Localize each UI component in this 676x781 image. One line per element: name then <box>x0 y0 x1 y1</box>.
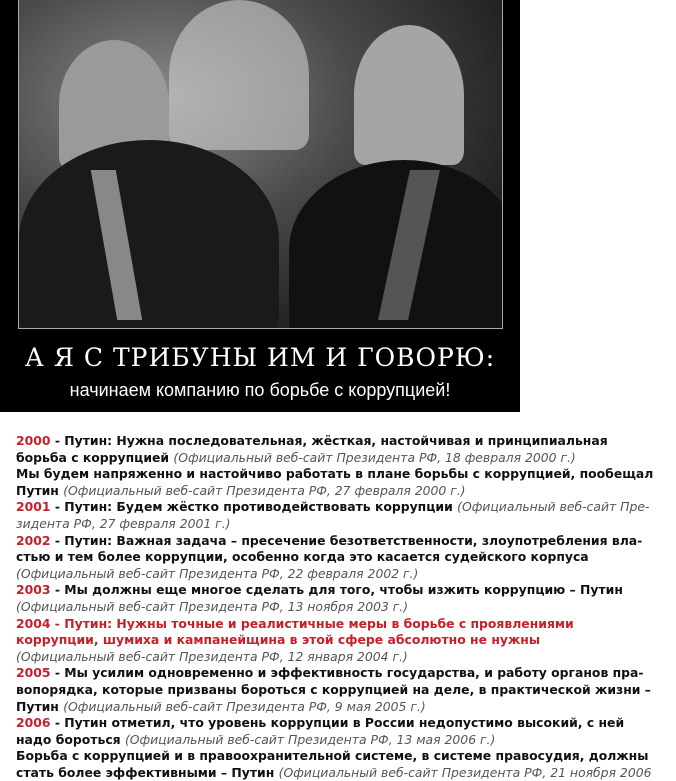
source-citation: (Официальный веб-сайт Президента РФ, 27 февраля 2000 г.) <box>63 482 466 498</box>
text-line <box>16 566 671 583</box>
quote-text: борьба с коррупцией <box>16 449 174 465</box>
highlighted-text: 2001 <box>16 499 51 515</box>
highlighted-text: 2004 - Путин: Нужны точные и реалистичные меры в борьбе с проявлениями <box>16 615 574 631</box>
text-line <box>16 632 671 649</box>
text-line <box>16 616 671 633</box>
quotes-timeline <box>16 433 671 781</box>
quote-text: Путин <box>16 482 64 498</box>
text-line <box>16 665 671 682</box>
source-citation: (Официальный веб-сайт Президента РФ, 21 ноября 2006 <box>278 764 652 780</box>
highlighted-text: 2006 <box>16 715 51 731</box>
quote-text: надо бороться <box>16 731 125 747</box>
source-citation: (Официальный веб-сайт Президента РФ, 13 ноября 2003 г.) <box>16 598 409 614</box>
text-line <box>16 649 671 666</box>
quote-text: - Путин отметил, что уровень коррупции в России недопустимо высокий, с ней <box>50 715 625 731</box>
highlighted-text: коррупции, шумиха и кампанейщина в этой сфере абсолютно не нужны <box>16 632 541 648</box>
source-citation: (Официальный веб-сайт Президента РФ, 12 января 2004 г.) <box>16 648 408 664</box>
quote-text: - Путин: Будем жёстко противодействовать коррупции <box>50 499 458 515</box>
quote-text: - Путин: Важная задача – пресечение безответственности, злоупотребления вла- <box>50 532 643 548</box>
text-line <box>16 433 671 450</box>
source-citation: (Официальный веб-сайт Президента РФ, 9 мая 2005 г.) <box>63 698 426 714</box>
text-line <box>16 582 671 599</box>
text-line <box>16 765 671 781</box>
text-line <box>16 599 671 616</box>
text-line <box>16 715 671 732</box>
quote-text: Борьба с коррупцией и в правоохранительной системе, в системе правосудия, должны <box>16 748 649 764</box>
source-citation: (Официальный веб-сайт Пре- <box>457 499 650 515</box>
text-line <box>16 483 671 500</box>
source-citation: (Официальный веб-сайт Президента РФ, 18 февраля 2000 г.) <box>173 449 576 465</box>
quote-text: - Путин: Нужна последовательная, жёсткая, настойчивая и принципиальная <box>50 433 608 448</box>
highlighted-text: 2000 <box>16 433 51 448</box>
quote-text: Путин <box>16 698 64 714</box>
quote-text: - Мы должны еще многое сделать для того, чтобы изжить коррупцию – Путин <box>50 582 623 598</box>
text-line <box>16 533 671 550</box>
demotivator-poster <box>0 0 520 412</box>
text-line <box>16 732 671 749</box>
text-line <box>16 682 671 699</box>
poster-subtitle: начинаем компанию по борьбе с коррупцией! <box>69 380 451 400</box>
source-citation: (Официальный веб-сайт Президента РФ, 13 мая 2006 г.) <box>124 731 496 747</box>
quote-text: - Мы усилим одновременно и эффективность государства, и работу органов пра- <box>50 665 644 681</box>
poster-title: А Я С ТРИБУНЫ ИМ И ГОВОРЮ: <box>24 343 496 372</box>
highlighted-text: 2002 <box>16 532 51 548</box>
quote-text: вопорядка, которые призваны бороться с коррупцией на деле, в практической жизни – <box>16 681 651 697</box>
text-line <box>16 450 671 467</box>
quote-text: стать более эффективными – Путин <box>16 764 279 780</box>
source-citation: (Официальный веб-сайт Президента РФ, 22 февраля 2002 г.) <box>16 565 419 581</box>
text-line <box>16 699 671 716</box>
text-line <box>16 499 671 516</box>
quote-text: стью и тем более коррупции, особенно когда это касается судейского корпуса <box>16 549 589 565</box>
photo-putin-medvedev-laughing <box>18 0 503 329</box>
highlighted-text: 2003 <box>16 582 51 598</box>
highlighted-text: 2005 <box>16 665 51 681</box>
text-line <box>16 516 671 533</box>
text-line <box>16 549 671 566</box>
text-line <box>16 466 671 483</box>
source-citation: зидента РФ, 27 февраля 2001 г.) <box>16 515 231 531</box>
quote-text: Мы будем напряженно и настойчиво работать в плане борьбы с коррупцией, пообещал <box>16 466 654 482</box>
